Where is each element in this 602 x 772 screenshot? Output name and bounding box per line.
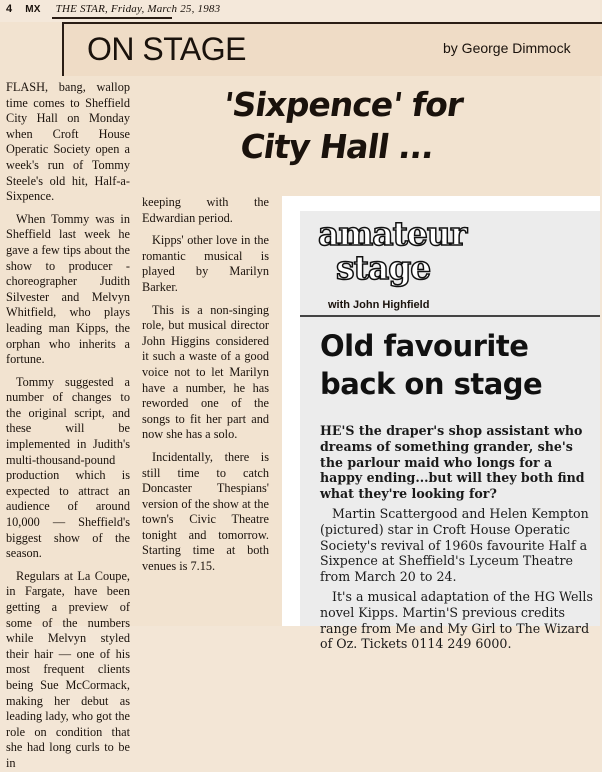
section-label: ON STAGE [87,31,246,67]
clipping-paragraph: It's a musical adaptation of the HG Wells novel Kipps. Martin'S previous credits range from Me and My Girl to The Wizard of Oz. Tickets 0114 249 6000. [320,588,593,652]
paragraph: keeping with the Edwardian period. [142,195,269,225]
amateur-stage-clipping [300,211,600,652]
clipping-headline-line-2: back on stage [320,367,543,401]
headline-line-1: 'Sixpence' for [220,85,466,124]
clipping-lead-paragraph: HE'S the draper's shop assistant who dreams of something grander, she's the parlour maid who longs for a happy ending...but will they both find what they're looking for? [320,423,585,502]
paragraph: This is a non-singing role, but musical director John Higgins considered it such a waste of a good voice not to let Marilyn have a number, he has reworded one of the songs to fit her part and now she has a solo. [142,302,269,442]
headline-sixpence [189,84,491,168]
paragraph: Regulars at La Coupe, in Fargate, have been getting a preview of some of the numbers while Melvyn styled their hair — one of his most frequent clients being Sue McCormack, making her debut as leading lady, who got the role on condition that she had long curls to be in [6,568,130,770]
clipping-byline: with John Highfield [328,299,430,311]
clipping-masthead-line-1: amateur [318,214,467,253]
byline: by George Dimmock [443,40,571,56]
paragraph: Kipps' other love in the romantic musical is played by Marilyn Barker. [142,233,269,294]
paragraph: Tommy suggested a number of changes to the original script, and these will be implemented in Judith's multi-thousand-pound production which is expected to attract an audience of around 10,000 — Sheffield's biggest show of the season. [6,374,130,561]
paragraph: FLASH, bang, wallop time comes to Sheffield City Hall on Monday when Croft House Operatic Society open a week's run of Tommy Steele's old hit, Half-a-Sixpence. [6,80,130,204]
divider [300,315,600,317]
clipping-paragraph: Martin Scattergood and Helen Kempton (pictured) star in Croft House Operatic Society's revival of 1960s favourite Half a Sixpence at Sheffield's Lyceum Theatre from March 20 to 24. [320,505,589,585]
clipping-headline [320,327,590,403]
paper-date-line: THE STAR, Friday, March 25, 1983 [55,3,221,15]
paragraph: When Tommy was in Sheffield last week he gave a few tips about the show to producer - choreographer Judith Silvester and Melvyn Whitfield, who plays leading man Kipps, the orphan who inherits a fortune. [6,211,130,367]
clipping-masthead-line-2: stage [336,248,431,287]
masthead [6,3,220,15]
clipping-masthead [318,214,467,287]
paragraph: Incidentally, there is still time to catch Doncaster Thespians' version of the show at the town's Civic Theatre tonight and tomorrow. Starting time at both venues is 7.15. [142,449,269,574]
clipping-body [320,423,596,656]
headline-line-2: City Hall ... [237,127,437,166]
edition-code: MX [25,4,41,15]
clipping-headline-line-1: Old favourite [320,329,529,363]
article-column-2 [142,195,269,574]
page-number: 4 [6,3,13,15]
article-column-1 [6,80,130,770]
